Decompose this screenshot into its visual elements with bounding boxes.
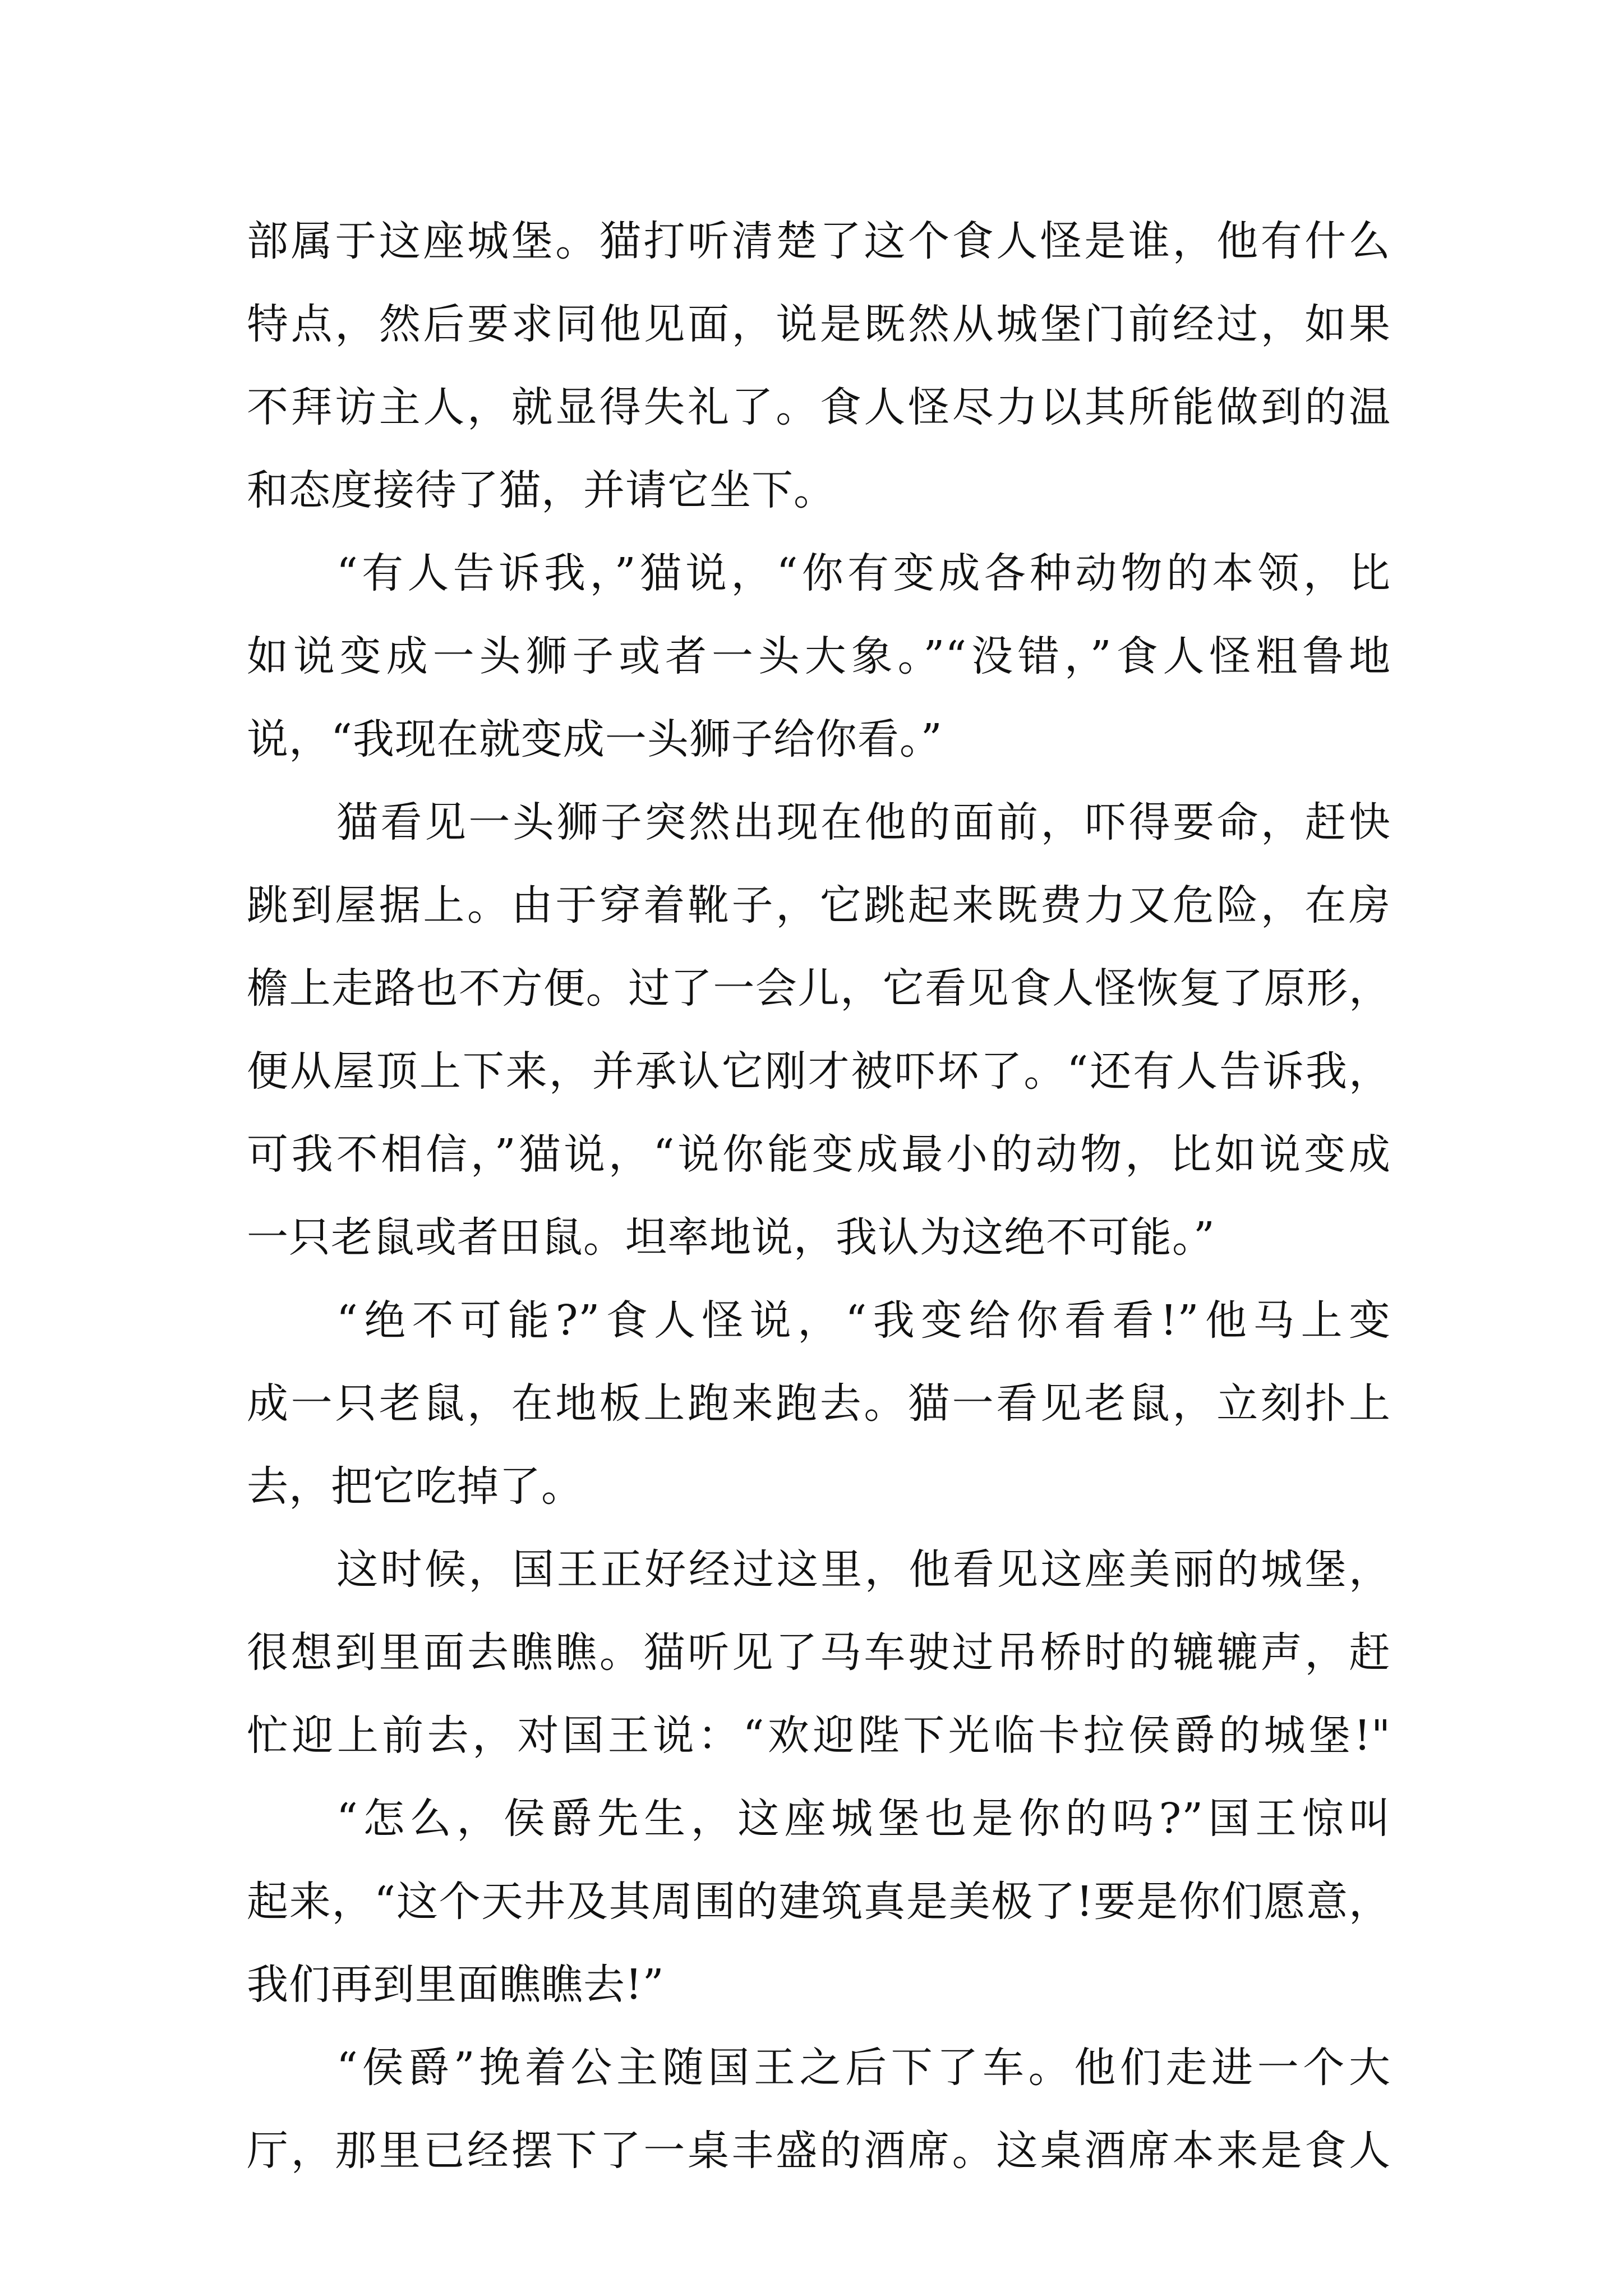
text-line: 我们再到里面瞧瞧去!” [247,1961,665,2009]
text-line: 起来，“这个天井及其周围的建筑真是美极了!要是你们愿意， [247,1878,1391,1926]
text-line: 檐上走路也不方便。过了一会儿，它看见食人怪恢复了原形， [247,964,1391,1013]
text-line: 跳到屋据上。由于穿着靴子，它跳起来既费力又危险，在房 [247,881,1391,930]
text-line: 便从屋顶上下来，并承认它刚才被吓坏了。“还有人告诉我， [247,1047,1391,1096]
text-line: 猫看见一头狮子突然出现在他的面前，吓得要命，赶快 [336,798,1391,846]
text-line: 厅，那里已经摆下了一桌丰盛的酒席。这桌酒席本来是食人 [247,2127,1391,2175]
text-line: 说，“我现在就变成一头狮子给你看。” [247,715,943,763]
text-line: 这时候，国王正好经过这里，他看见这座美丽的城堡， [336,1545,1391,1594]
text-line: 一只老鼠或者田鼠。坦率地说，我认为这绝不可能。” [247,1213,1215,1262]
text-line: 和态度接待了猫，并请它坐下。 [247,466,836,514]
text-line: “绝不可能?”食人怪说，“我变给你看看!”他马上变 [336,1296,1391,1345]
text-line: 如说变成一头狮子或者一头大象。”“没错，”食人怪粗鲁地 [247,632,1391,680]
text-line: 可我不相信，”猫说，“说你能变成最小的动物，比如说变成 [247,1130,1391,1179]
text-line: 很想到里面去瞧瞧。猫听见了马车驶过吊桥时的辘辘声，赶 [247,1628,1391,1677]
text-line: 去，把它吃掉了。 [247,1462,583,1511]
text-line: “侯爵”挽着公主随国王之后下了车。他们走进一个大 [336,2044,1391,2092]
text-line: 不拜访主人，就显得失礼了。食人怪尽力以其所能做到的温 [247,383,1391,431]
text-line: “怎么，侯爵先生，这座城堡也是你的吗?”国王惊叫 [336,1795,1391,1843]
text-line: 忙迎上前去，对国王说：“欢迎陛下光临卡拉侯爵的城堡!" [247,1711,1391,1760]
body-text [247,200,1391,2192]
text-line: 部属于这座城堡。猫打听清楚了这个食人怪是谁，他有什么 [247,217,1391,265]
text-line: “有人告诉我，”猫说，“你有变成各种动物的本领，比 [336,549,1391,597]
text-line: 成一只老鼠，在地板上跑来跑去。猫一看见老鼠，立刻扑上 [247,1379,1391,1428]
text-line: 特点，然后要求同他见面，说是既然从城堡门前经过，如果 [247,300,1391,348]
